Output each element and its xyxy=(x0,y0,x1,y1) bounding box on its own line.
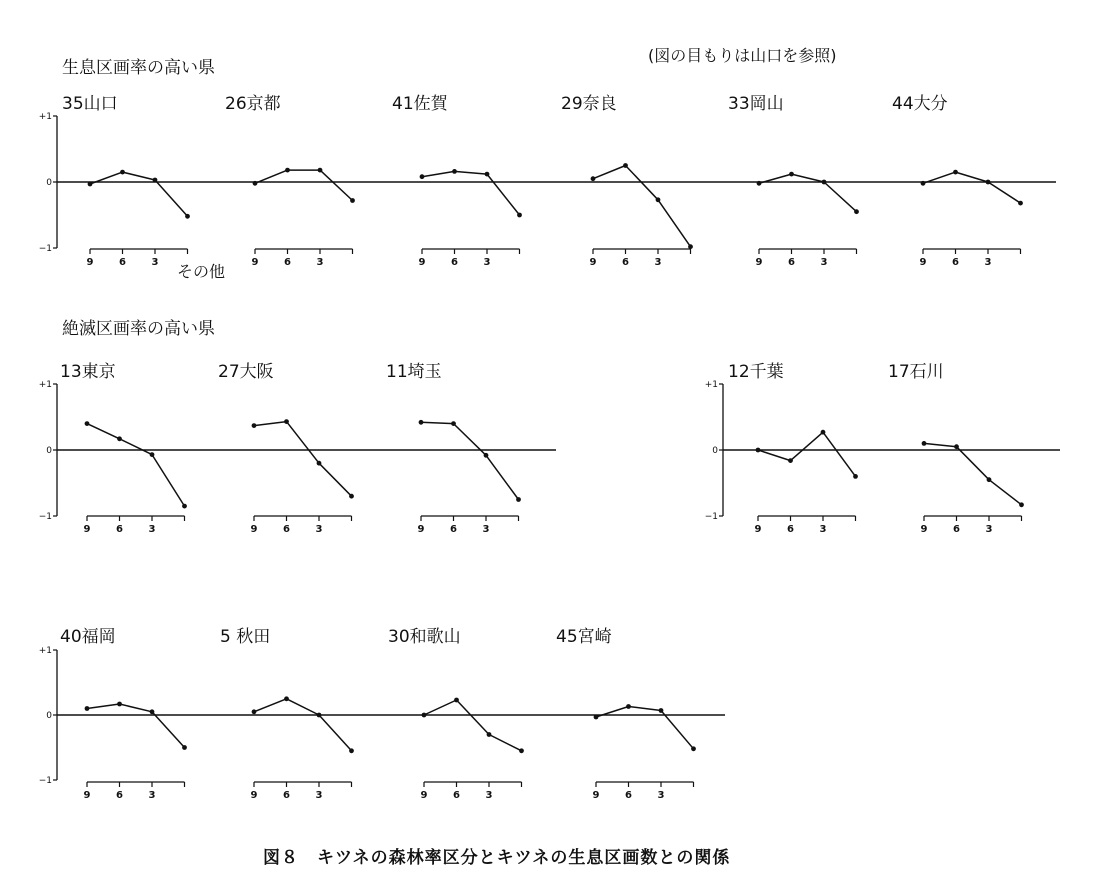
panel-title: 41佐賀 xyxy=(392,94,448,114)
x-tick-label: 3 xyxy=(316,257,324,268)
data-point xyxy=(519,748,524,753)
data-point xyxy=(626,704,631,709)
panel-title: 44大分 xyxy=(892,94,948,114)
data-point xyxy=(623,163,628,168)
data-point xyxy=(594,715,599,720)
chart-panel xyxy=(728,94,859,268)
x-tick-label: 9 xyxy=(420,790,428,801)
chart-area xyxy=(39,94,1060,801)
other-label: その他 xyxy=(177,262,226,281)
x-tick-label: 3 xyxy=(819,524,827,535)
data-point xyxy=(252,423,257,428)
x-tick-label: 3 xyxy=(485,790,493,801)
chart-panel xyxy=(62,94,190,268)
series-line xyxy=(254,422,352,497)
series-line xyxy=(90,172,188,216)
y-tick-label: 0 xyxy=(46,178,52,188)
data-point xyxy=(422,713,427,718)
x-tick-label: 6 xyxy=(451,257,458,268)
data-point xyxy=(85,706,90,711)
x-tick-label: 6 xyxy=(953,524,960,535)
data-point xyxy=(788,458,793,463)
x-tick-label: 9 xyxy=(920,524,928,535)
x-tick-label: 9 xyxy=(589,257,597,268)
x-tick-label: 3 xyxy=(151,257,159,268)
series-line xyxy=(758,432,856,476)
data-point xyxy=(656,197,661,202)
data-point xyxy=(1018,201,1023,206)
x-tick-label: 6 xyxy=(622,257,629,268)
x-tick-label: 6 xyxy=(116,790,123,801)
y-tick-label: 0 xyxy=(712,446,718,456)
data-point xyxy=(1019,502,1024,507)
x-tick-label: 6 xyxy=(453,790,460,801)
panel-title: 33岡山 xyxy=(728,94,784,114)
data-point xyxy=(317,713,322,718)
data-point xyxy=(182,745,187,750)
panel-title: 35山口 xyxy=(62,94,118,114)
chart-panel xyxy=(225,94,355,268)
x-tick-label: 3 xyxy=(820,257,828,268)
data-point xyxy=(120,170,125,175)
panel-title: 27大阪 xyxy=(218,362,274,382)
data-point xyxy=(485,172,490,177)
data-point xyxy=(182,504,187,509)
series-line xyxy=(255,170,353,200)
series-line xyxy=(596,707,694,749)
panel-title: 45宮崎 xyxy=(556,627,612,647)
data-point xyxy=(285,168,290,173)
x-tick-label: 3 xyxy=(148,524,156,535)
data-point xyxy=(284,419,289,424)
x-tick-label: 3 xyxy=(657,790,665,801)
data-point xyxy=(117,702,122,707)
data-point xyxy=(986,180,991,185)
chart-panel xyxy=(888,362,1024,535)
series-line xyxy=(254,699,352,751)
x-tick-label: 6 xyxy=(283,790,290,801)
data-point xyxy=(954,444,959,449)
panel-title: 17石川 xyxy=(888,362,944,382)
data-point xyxy=(350,198,355,203)
series-line xyxy=(87,704,185,748)
x-tick-label: 9 xyxy=(86,257,94,268)
section-title-high-extinction: 絶滅区画率の高い県 xyxy=(62,319,215,339)
chart-panel xyxy=(218,362,354,535)
y-tick-label: −1 xyxy=(704,512,718,522)
x-tick-label: 9 xyxy=(250,790,258,801)
x-tick-label: 6 xyxy=(788,257,795,268)
data-point xyxy=(487,732,492,737)
panel-title: 30和歌山 xyxy=(388,627,461,647)
x-tick-label: 9 xyxy=(417,524,425,535)
y-tick-label: 0 xyxy=(46,711,52,721)
section-title-high-habitat: 生息区画率の高い県 xyxy=(62,58,215,78)
data-point xyxy=(317,461,322,466)
data-point xyxy=(591,176,596,181)
x-tick-label: 6 xyxy=(787,524,794,535)
data-point xyxy=(821,430,826,435)
y-tick-label: +1 xyxy=(704,380,718,390)
data-point xyxy=(517,213,522,218)
data-point xyxy=(150,452,155,457)
x-tick-label: 9 xyxy=(83,524,91,535)
data-point xyxy=(987,477,992,482)
x-tick-label: 6 xyxy=(450,524,457,535)
chart-panel xyxy=(556,627,696,801)
chart-panel xyxy=(386,362,521,535)
x-tick-label: 3 xyxy=(482,524,490,535)
x-tick-label: 3 xyxy=(315,524,323,535)
y-tick-label: −1 xyxy=(38,512,52,522)
x-tick-label: 9 xyxy=(755,257,763,268)
x-tick-label: 6 xyxy=(952,257,959,268)
x-tick-label: 3 xyxy=(315,790,323,801)
x-tick-label: 6 xyxy=(283,524,290,535)
chart-panel xyxy=(388,627,524,801)
panel-title: 11埼玉 xyxy=(386,362,442,382)
series-line xyxy=(421,422,519,499)
data-point xyxy=(822,180,827,185)
data-point xyxy=(117,436,122,441)
data-point xyxy=(921,181,926,186)
x-tick-label: 9 xyxy=(418,257,426,268)
x-tick-label: 3 xyxy=(984,257,992,268)
x-tick-label: 9 xyxy=(754,524,762,535)
data-point xyxy=(953,170,958,175)
x-tick-label: 3 xyxy=(985,524,993,535)
series-line xyxy=(593,166,691,247)
data-point xyxy=(420,174,425,179)
panel-title: 26京都 xyxy=(225,94,281,114)
chart-panel xyxy=(561,94,693,268)
x-tick-label: 9 xyxy=(919,257,927,268)
x-tick-label: 6 xyxy=(119,257,126,268)
data-point xyxy=(451,421,456,426)
series-line xyxy=(759,174,857,212)
data-point xyxy=(854,209,859,214)
data-point xyxy=(454,698,459,703)
data-point xyxy=(153,178,158,183)
x-tick-label: 3 xyxy=(483,257,491,268)
x-tick-label: 6 xyxy=(284,257,291,268)
scale-note: (図の目もりは山口を参照) xyxy=(648,46,837,65)
data-point xyxy=(85,421,90,426)
data-point xyxy=(88,182,93,187)
panel-title: 13東京 xyxy=(60,362,116,382)
data-point xyxy=(185,214,190,219)
y-tick-label: +1 xyxy=(38,112,52,122)
data-point xyxy=(484,453,489,458)
data-point xyxy=(659,708,664,713)
data-point xyxy=(252,709,257,714)
chart-panel xyxy=(392,94,522,268)
x-tick-label: 9 xyxy=(83,790,91,801)
panel-title: 40福岡 xyxy=(60,627,116,647)
panel-title: 29奈良 xyxy=(561,94,617,114)
data-point xyxy=(318,168,323,173)
series-line xyxy=(87,424,185,507)
y-tick-label: +1 xyxy=(38,380,52,390)
data-point xyxy=(756,448,761,453)
chart-panel xyxy=(892,94,1023,268)
data-point xyxy=(419,420,424,425)
data-point xyxy=(922,441,927,446)
data-point xyxy=(284,696,289,701)
chart-panel xyxy=(220,627,354,801)
x-tick-label: 9 xyxy=(251,257,259,268)
data-point xyxy=(150,709,155,714)
figure-caption: 図８ キツネの森林率区分とキツネの生息区画数との関係 xyxy=(263,848,731,868)
panel-title: 12千葉 xyxy=(728,362,784,382)
x-tick-label: 6 xyxy=(116,524,123,535)
x-tick-label: 9 xyxy=(250,524,258,535)
chart-panel xyxy=(60,362,187,535)
series-line xyxy=(424,700,522,751)
y-tick-label: −1 xyxy=(38,776,52,786)
x-tick-label: 3 xyxy=(654,257,662,268)
chart-panel xyxy=(60,627,187,801)
data-point xyxy=(516,497,521,502)
data-point xyxy=(349,748,354,753)
panel-title: 5 秋田 xyxy=(220,627,271,647)
y-tick-label: +1 xyxy=(38,646,52,656)
series-line xyxy=(422,171,520,215)
x-tick-label: 6 xyxy=(625,790,632,801)
data-point xyxy=(853,474,858,479)
data-point xyxy=(349,494,354,499)
data-point xyxy=(691,746,696,751)
y-tick-label: −1 xyxy=(38,244,52,254)
series-line xyxy=(923,172,1021,203)
series-line xyxy=(924,443,1022,504)
y-tick-label: 0 xyxy=(46,446,52,456)
x-tick-label: 3 xyxy=(148,790,156,801)
data-point xyxy=(452,169,457,174)
data-point xyxy=(253,181,258,186)
x-tick-label: 9 xyxy=(592,790,600,801)
data-point xyxy=(757,181,762,186)
chart-panel xyxy=(728,362,858,535)
data-point xyxy=(789,172,794,177)
